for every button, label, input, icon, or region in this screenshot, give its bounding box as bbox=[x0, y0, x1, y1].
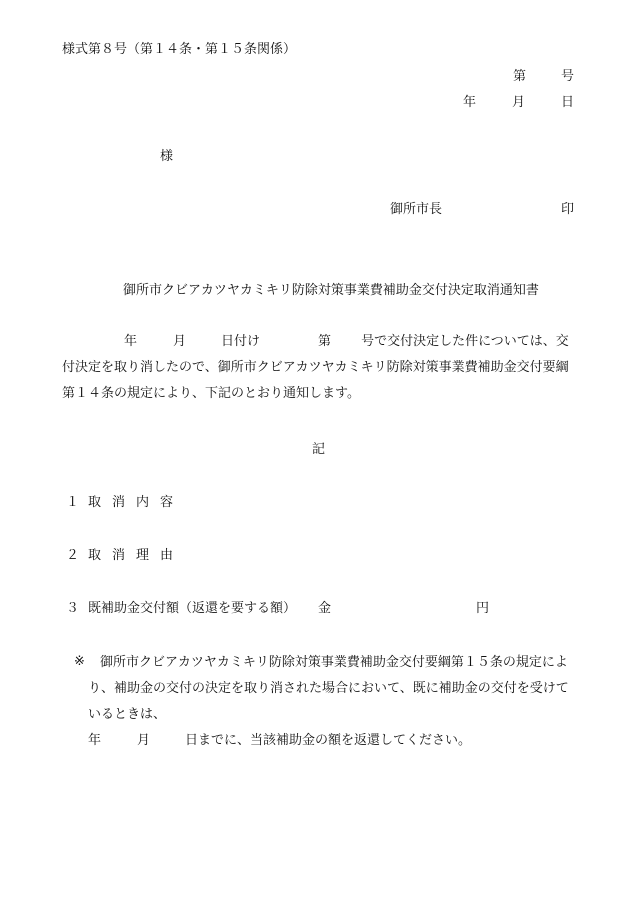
note-year: 年 bbox=[88, 733, 102, 748]
addressee-suffix: 様 bbox=[160, 149, 174, 164]
doc-number-prefix: 第 bbox=[513, 69, 527, 84]
item-3-kin: 金 bbox=[318, 601, 332, 616]
body-text: 号で交付決定した件については、交付決定を取り消したので、御所市クビアカツヤカミキリ防除対策事業費補助金交付要綱第１４条の規定により、下記のとおり通知します。 bbox=[62, 334, 569, 401]
date-year: 年 bbox=[463, 95, 477, 110]
date-day: 日 bbox=[561, 95, 575, 110]
item-1-label bbox=[88, 496, 173, 509]
note-line-1: 御所市クビアカツヤカミキリ防除対策事業費補助金交付要綱第１５条の規定により、補助金の交付の決定を取り消された場合において、既に補助金の交付を受けているときは、 bbox=[88, 655, 569, 722]
form-number: 様式第８号（第１４条・第１５条関係） bbox=[62, 42, 297, 57]
item-1-char: 内 bbox=[135, 495, 149, 510]
note-date-line bbox=[88, 728, 574, 754]
seal-mark: 印 bbox=[561, 202, 575, 217]
body-year: 年 bbox=[124, 334, 138, 349]
note-day-text: 日までに、当該補助金の額を返還してください。 bbox=[185, 733, 472, 748]
item-1-number: １ bbox=[66, 495, 80, 510]
body-dated: 日付け bbox=[221, 334, 261, 349]
doc-number-suffix: 号 bbox=[561, 69, 575, 84]
item-3-label: 既補助金交付額（返還を要する額） bbox=[88, 601, 297, 616]
note-mark: ※ bbox=[74, 654, 85, 669]
item-1-char: 消 bbox=[111, 495, 125, 510]
ki-heading: 記 bbox=[312, 442, 326, 457]
note-paragraph bbox=[88, 650, 574, 754]
item-2-label bbox=[88, 549, 173, 562]
item-2-char: 由 bbox=[159, 548, 173, 563]
item-1-char: 取 bbox=[88, 495, 102, 510]
item-2-number: ２ bbox=[66, 548, 80, 563]
item-2-char: 消 bbox=[111, 548, 125, 563]
item-2-char: 理 bbox=[135, 548, 149, 563]
sender-title: 御所市長 bbox=[390, 202, 443, 217]
date-month: 月 bbox=[512, 95, 526, 110]
body-no-prefix: 第 bbox=[318, 334, 332, 349]
document-title: 御所市クビアカツヤカミキリ防除対策事業費補助金交付決定取消通知書 bbox=[123, 283, 539, 298]
item-3-yen: 円 bbox=[476, 601, 490, 616]
body-paragraph bbox=[62, 329, 574, 407]
item-3-number: ３ bbox=[66, 601, 80, 616]
item-2-char: 取 bbox=[88, 548, 102, 563]
item-1-char: 容 bbox=[159, 495, 173, 510]
body-month: 月 bbox=[173, 334, 187, 349]
note-month: 月 bbox=[137, 733, 151, 748]
